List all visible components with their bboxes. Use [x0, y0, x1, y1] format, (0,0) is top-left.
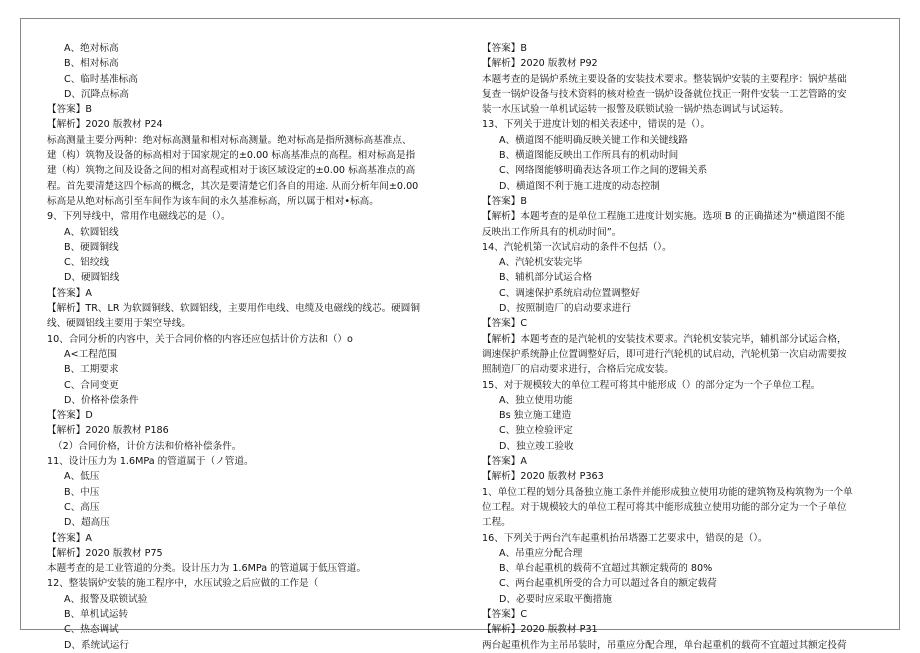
answer-line: 【答案】A [47, 287, 92, 299]
text-line: 反映出工作所具有的机动时间”。 [482, 226, 622, 238]
option-line: A、报警及联锁试验 [64, 593, 148, 605]
option-line: A、软圆铝线 [64, 226, 119, 238]
answer-line: 【答案】B [482, 195, 527, 207]
text-line: 程。首先要清楚这四个标高的概念，其次是要清楚它们各自的用途. 从而分析年间±0.00 [47, 180, 419, 192]
question-line: 9、下列导线中，常用作电磁线芯的是（）。 [47, 211, 231, 223]
explanation-line: 【解析】2020 版教材 P186 [47, 425, 169, 437]
option-line: B、单机试运转 [64, 608, 129, 620]
explanation-line: 【解析】2020 版教材 P363 [482, 471, 604, 483]
option-line: A、吊重应分配合理 [499, 547, 583, 559]
explanation-line: 【解析】2020 版教材 P75 [47, 547, 163, 559]
text-line: 标高测量主要分两种：绝对标高测量和相对标高测量。绝对标高是指所测标高基准点、 [47, 134, 412, 146]
question-line: 13、下列关于进度计划的相关表述中，错误的是（）。 [482, 119, 711, 131]
option-line: A<工程范围 [64, 348, 117, 360]
text-line: 标高是从绝对标高引至车间作为该车间的永久基准标高，所以属于相对•标高。 [47, 195, 379, 207]
text-line: 1、单位工程的划分具备独立施工条件并能形成独立使用功能的建筑物及构筑物为一个单 [482, 486, 853, 498]
option-line: B、单台起重机的载荷不宜超过其额定载荷的 80% [499, 563, 713, 575]
answer-line: 【答案】A [482, 456, 527, 468]
text-line: 工程。 [482, 517, 511, 529]
option-line: D、超高压 [64, 517, 110, 529]
option-line: C、独立检验评定 [499, 425, 573, 437]
explanation-line: 【解析】2020 版教材 P24 [47, 119, 163, 131]
text-line: 建（构）筑物之间及设备之间的相对高程或相对于该区域设定的±0.00 标高基准点的高 [47, 165, 416, 177]
option-line: B、相对标高 [64, 58, 119, 70]
text-line: 装一水压试验一单机试运转一报警及联锁试验一锅炉热态调试与试运转。 [482, 104, 789, 116]
answer-line: 【答案】B [47, 104, 92, 116]
text-line: 复查一锅炉设备与技术资料的核对检查一锅炉设备就位找正一附件安装一工艺管路的安 [482, 88, 847, 100]
right-column [482, 41, 882, 653]
option-line: D、沉降点标高 [64, 88, 129, 100]
option-line: D、价格补偿条件 [64, 394, 139, 406]
answer-line: 【答案】D [47, 410, 93, 422]
question-line: 14、汽轮机第一次试启动的条件不包括（）。 [482, 241, 672, 253]
option-line: D、横道图不利于施工进度的动态控制 [499, 180, 660, 192]
option-line: B、辅机部分试运合格 [499, 272, 592, 284]
question-line: 12、整装锅炉安装的施工程序中，水压试验之后应做的工作是（ [47, 578, 319, 590]
question-line: 16、下列关于两台汽车起重机抬吊塔器工艺要求中，错误的是（）。 [482, 532, 768, 544]
option-line: D、独立竣工验收 [499, 440, 574, 452]
option-line: D、硬圆铝线 [64, 272, 120, 284]
option-line: Bs 独立施工建造 [499, 410, 572, 422]
text-line: 线、硬圆铝线主要用于架空导线。 [47, 318, 191, 330]
option-line: D、系统试运行 [64, 639, 129, 651]
text-line: 两台起重机作为主吊吊装时，吊重应分配合理，单台起重机的载荷不宜超过其额定投荷 [482, 639, 847, 651]
option-line: C、两台起重机所受的合力可以超过各自的额定载荷 [499, 578, 717, 590]
option-line: C、合同变更 [64, 379, 119, 391]
answer-line: 【答案】C [482, 608, 528, 620]
option-line: B、中压 [64, 486, 100, 498]
explanation-line: 【解析】2020 版教材 P92 [482, 58, 598, 70]
option-line: C、调速保护系统启动位置调整好 [499, 287, 641, 299]
question-line: 10、合同分析的内容中，关于合同价格的内容还应包括计价方法和（）o [47, 333, 353, 345]
option-line: B、横道图能反映出工作所具有的机动时间 [499, 150, 679, 162]
option-line: A、横道图不能明确反映关键工作和关键线路 [499, 134, 688, 146]
option-line: C、铝绞线 [64, 257, 110, 269]
question-line: 15、对于规模较大的单位工程可将其中能形成（）的部分定为一个子单位工程。 [482, 379, 821, 391]
option-line: A、低压 [64, 471, 100, 483]
option-line: A、绝对标高 [64, 43, 119, 54]
answer-line: 【答案】A [47, 532, 92, 544]
option-line: B、工期要求 [64, 364, 119, 376]
option-line: （2）合同价格，计价方法和价格补偿条件。 [53, 440, 242, 452]
question-line: 11、设计压力为 1.6MPa 的管道属于（ノ管道。 [47, 456, 254, 468]
option-line: C、网络图能够明确表达各项工作之间的逻辑关系 [499, 165, 708, 177]
text-line: 照制造厂的启动要求进行，合格后完成安装。 [482, 364, 674, 376]
document-page [20, 18, 900, 651]
explanation-line: 【解析】本题考查的是汽轮机的安装技术要求。汽轮机安装完毕，辅机部分试运合格， [482, 333, 847, 345]
option-line: B、硬圆铜线 [64, 241, 119, 253]
option-line: A、汽轮机安装完毕 [499, 257, 583, 269]
text-line: 本题考查的是工业管道的分类。设计压力为 1.6MPa 的管道属于低压管道。 [47, 563, 367, 575]
text-line: 本题考查的是锅炉系统主要设备的安装技术要求。整装锅炉安装的主要程序：锅炉基础 [482, 73, 847, 85]
option-line: C、高压 [64, 501, 100, 513]
left-column [47, 41, 447, 653]
answer-line: 【答案】B [482, 43, 527, 54]
option-line: C、临时基准标高 [64, 73, 138, 85]
option-line: A、独立使用功能 [499, 394, 573, 406]
option-line: C、热态调试 [64, 624, 119, 636]
explanation-line: 【解析】TR、LR 为软圆铜线、软圆铝线，主要用作电线、电缆及电磁线的线芯。硬圆铜 [47, 303, 420, 315]
option-line: D、必要时应采取平衡措施 [499, 593, 612, 605]
answer-line: 【答案】C [482, 318, 528, 330]
option-line: D、按照制造厂的启动要求进行 [499, 303, 632, 315]
explanation-line: 【解析】本题考查的是单位工程施工进度计划实施。选项 B 的正确描述为“横道图不能 [482, 211, 846, 223]
text-line: 调速保护系统静止位置调整好后，即可进行汽轮机的试启动，汽轮机第一次启动需要按 [482, 348, 847, 360]
explanation-line: 【解析】2020 版教材 P31 [482, 624, 598, 636]
text-line: 建（构）筑物及设备的标高相对于国家规定的±0.00 标高基准点的高程。相对标高是指 [47, 150, 416, 162]
text-line: 位工程。对于规模较大的单位工程可将其中能形成独立使用功能的部分定为一个子单位 [482, 501, 847, 513]
